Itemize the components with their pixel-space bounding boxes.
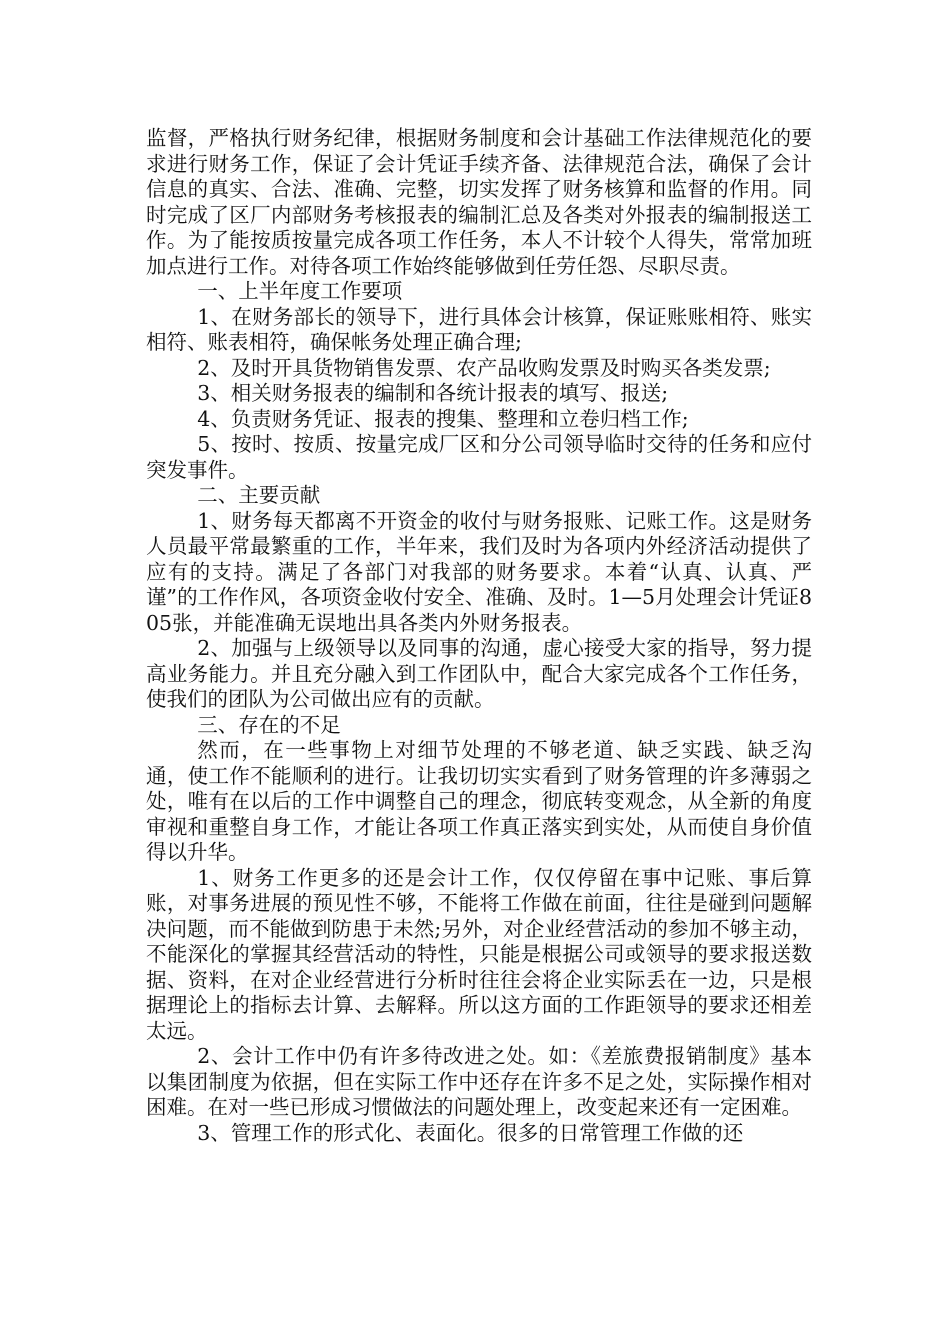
paragraph-work-item-4: 4、负责财务凭证、报表的搜集、整理和立卷归档工作; [197, 406, 689, 431]
paragraph-contribution-2: 2、加强与上级领导以及同事的沟通，虚心接受大家的指导，努力提高业务能力。并且充分融入到工作团队中，配合大家完成各个工作任务，使我们的团队为公司做出应有的贡献。 [146, 636, 812, 711]
paragraph-work-item-3: 3、相关财务报表的编制和各统计报表的填写、报送; [197, 381, 669, 405]
document-body [146, 126, 812, 1146]
section-heading-contributions: 二、主要贡献 [197, 483, 321, 507]
paragraph-shortcoming-2: 2、会计工作中仍有许多待改进之处。如：《差旅费报销制度》基本以集团制度为依据，但在实际工作中还存在许多不足之处，实际操作相对困难。在对一些已形成习惯做法的问题处理上，改变起来还有一定困难。 [146, 1044, 812, 1119]
paragraph-shortcoming-1: 1、财务工作更多的还是会计工作，仅仅停留在事中记账、事后算账，对事务进展的预见性不够，不能将工作做在前面，往往是碰到问题解决问题，而不能做到防患于未然;另外，对企业经营活动的参加不够主动，不能深化的掌握其经营活动的特性，只能是根据公司或领导的要求报送数据、资料，在对企业经营进行分析时往往会将企业实际丢在一边，只是根据理论上的指标去计算、去解释。所以这方面的工作距领导的要求还相差太远。 [146, 865, 812, 1043]
paragraph-work-item-2: 2、及时开具货物销售发票、农产品收购发票及时购买各类发票; [197, 355, 771, 380]
paragraph-shortcoming-3: 3、管理工作的形式化、表面化。很多的日常管理工作做的还 [197, 1120, 744, 1145]
paragraph-work-item-1: 1、在财务部长的领导下，进行具体会计核算，保证账账相符、账实相符、账表相符，确保帐务处理正确合理; [146, 304, 812, 354]
paragraph-shortcomings-intro: 然而，在一些事物上对细节处理的不够老道、缺乏实践、缺乏沟通，使工作不能顺利的进行。让我切切实实看到了财务管理的许多薄弱之处，唯有在以后的工作中调整自己的理念，彻底转变观念，从全新的角度审视和重整自身工作，才能让各项工作真正落实到实处，从而使自身价值得以升华。 [146, 738, 812, 864]
paragraph-work-item-5: 5、按时、按质、按量完成厂区和分公司领导临时交待的任务和应付突发事件。 [146, 432, 812, 482]
section-heading-shortcomings: 三、存在的不足 [197, 712, 341, 737]
section-heading-work-items: 一、上半年度工作要项 [197, 279, 403, 303]
paragraph-contribution-1: 1、财务每天都离不开资金的收付与财务报账、记账工作。这是财务人员最平常最繁重的工作，半年来，我们及时为各项内外经济活动提供了应有的支持。满足了各部门对我部的财务要求。本着“认真、认真、严谨”的工作作风，各项资金收付安全、准确、及时。1—5月处理会计凭证805张，并能准确无误地出具各类内外财务报表。 [146, 508, 812, 635]
paragraph-intro: 监督，严格执行财务纪律，根据财务制度和会计基础工作法律规范化的要求进行财务工作，保证了会计凭证手续齐备、法律规范合法，确保了会计信息的真实、合法、准确、完整，切实发挥了财务核算和监督的作用。同时完成了区厂内部财务考核报表的编制汇总及各类对外报表的编制报送工作。为了能按质按量完成各项工作任务，本人不计较个人得失，常常加班加点进行工作。对待各项工作始终能够做到任劳任怨、尽职尽责。 [146, 126, 812, 278]
